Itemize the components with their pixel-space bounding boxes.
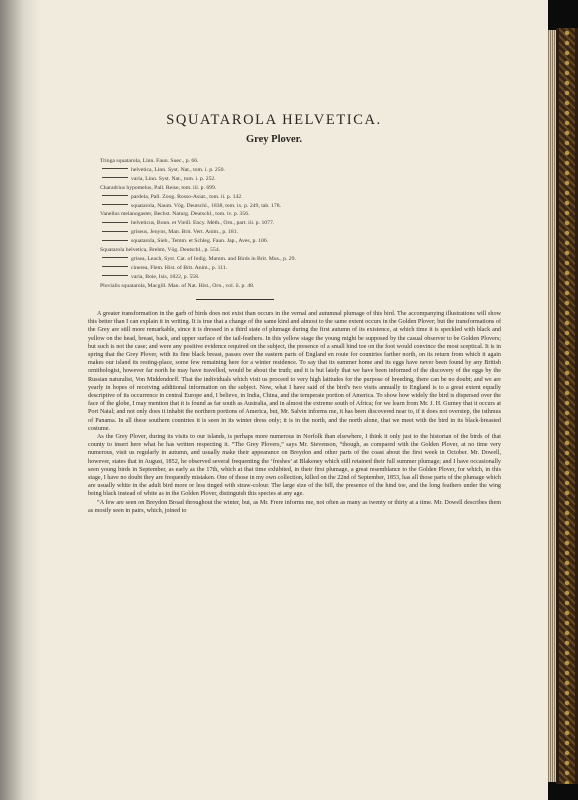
synonym-line: squatarola, Sieb., Temm. et Schleg. Faun. Jap., Aves, p. 106.: [100, 237, 480, 246]
synonym-line: helvetica, Linn. Syst. Nat., tom. i. p. 250.: [100, 166, 480, 175]
synonym-line: pardela, Pall. Zoog. Rosso-Asiat., tom. ii. p. 142.: [100, 193, 480, 202]
paragraph: As the Grey Plover, during its visits to our islands, is perhaps more numerous in Norfolk than elsewhere, I think it only just to the historian of the birds of that county to insert here what he has written respecting it. “The Grey Plovers,” says Mr. Stevenson, “though, as compared with the Golden Plover, at no time very numerous, visit us regularly in autumn, and usually make their appearance on Breydon and other parts of the coast about the first week in October. Mr. Dowell, however, states that in August, 1852, he observed several frequenting the ‘freshes’ at Blakeney which still retained their full summer plumage; and I have occasionally seen young birds in September, as early as the 17th, which at that time exhibited, in their first plumage, a great resemblance to the Golden Plover, for which, in this stage, I have no doubt they are frequently mistaken. One of those in my own collection, killed on the 22nd of September, 1853, has all those parts of the plumage which are usually white in the adult bird more or less tinged with straw-colour. The large size of the bill, the presence of the hind toe, and the long feathers under the wing being black instead of white as in the Golden Plover, distinguish this species at any age.: [88, 434, 501, 498]
synonym-line: Pluvialis squatarola, Macgill. Man. of Nat. Hist., Orn., vol. ii. p. 48.: [100, 282, 255, 289]
common-name: Grey Plover.: [246, 134, 302, 145]
synonym-line: grisea, Leach, Syst. Cat. of Indig. Mamm. and Birds in Brit. Mus., p. 29.: [100, 255, 480, 264]
synonym-line: griseus, Jenyns, Man. Brit. Vert. Anim., p. 181.: [100, 228, 480, 237]
synonym-line: Squatarola helvetica, Brehm, Vög. Deutschl., p. 554.: [100, 247, 221, 254]
species-title: SQUATAROLA HELVETICA.: [166, 112, 382, 128]
section-divider: [196, 299, 274, 300]
book-binding: [556, 28, 578, 784]
article-body: [88, 310, 501, 515]
synonymy-list: [100, 157, 480, 291]
paragraph: A greater transformation in the garb of birds does not exist than occurs in the vernal and autumnal plumage of this bird. The accompanying illustrations will show this better than I can explain it in writing. It is true that a change of the same kind and almost to the same extent occurs in the Golden Plover; but the transformations of the Grey are still more remarkable, since it is dressed in a third state of plumage during the first autumn of its existence, at which time it is speckled with black and yellow on the head, breast, back, and upper surface of the tail-feathers. In this yellow stage the young might be supposed by the casual observer to be Golden Plovers; but such is not the case; and were any positive evidence required on the subject, the presence of a small hind toe on the foot would convince the most sceptical. It is in spring that the Grey Plover, with its fine black breast, passes over the eastern parts of England en route for countries farther north, on its return from which it again makes our island its resting-place, some few remaining here for a winter residence. To say that its summer home and its eggs have never been found by any British ornithologist, however far north he may have travelled, would be about the truth; and it is but lately that we have been informed of the discovery of the eggs by the Russian naturalist, Von Middendorff. That the individuals which visit us proceed to very high latitudes for the purpose of breeding, there can be no doubt; and we are yearly in hopes of receiving additional information on the subject. Now, what I have said of the bird's two visits annually to England is to a great extent equally descriptive of its occurrence in central Europe and, I believe, in India, China, and the temperate portion of America. To show how widely the bird is dispersed over the face of the globe, I may mention that it is found as far south as Australia, and in almost the extreme south of Africa; for we learn from Mr. J. H. Gurney that it occurs at Port Natal; and not only does it inhabit the northern portions of America, but, Mr. Salvin informs me, it has been discovered near to, if it does not overstep, the isthmus of Panama. In all these southern countries it is seen in its winter dress only; it is in the north, and the north alone, that we meet with the bird in its black-breasted costume.: [88, 311, 501, 432]
synonym-line: Charadrius hypomelus, Pall. Reise, tom. iii. p. 699.: [100, 184, 217, 191]
synonym-line: Vanellus melanogaster, Bechst. Naturg. Deutschl., tom. iv. p. 356.: [100, 211, 250, 218]
paragraph: “A few are seen on Breydon Broad throughout the winter, but, as Mr. Frere informs me, not often as many as twenty or thirty at a time. Mr. Dowell describes them as mostly seen in pairs, which, joined to: [88, 499, 501, 514]
synonym-line: squatarola, Naum. Vög. Deutschl., 1838, tom. ix. p. 249, tab. 178.: [100, 202, 480, 211]
synonym-line: helveticus, Bonn. et Vieill. Ency. Méth., Orn., part. iii. p. 1077.: [100, 219, 480, 228]
synonym-line: cinerea, Flem. Hist. of Brit. Anim., p. 111.: [100, 264, 480, 273]
synonym-line: varia, Linn. Syst. Nat., tom. i. p. 252.: [100, 175, 480, 184]
synonym-line: varia, Boie, Isis, 1822, p. 558.: [100, 273, 480, 282]
synonym-line: Tringa squatarola, Linn. Faun. Suec., p. 66.: [100, 158, 199, 164]
page-edges: [548, 30, 556, 782]
